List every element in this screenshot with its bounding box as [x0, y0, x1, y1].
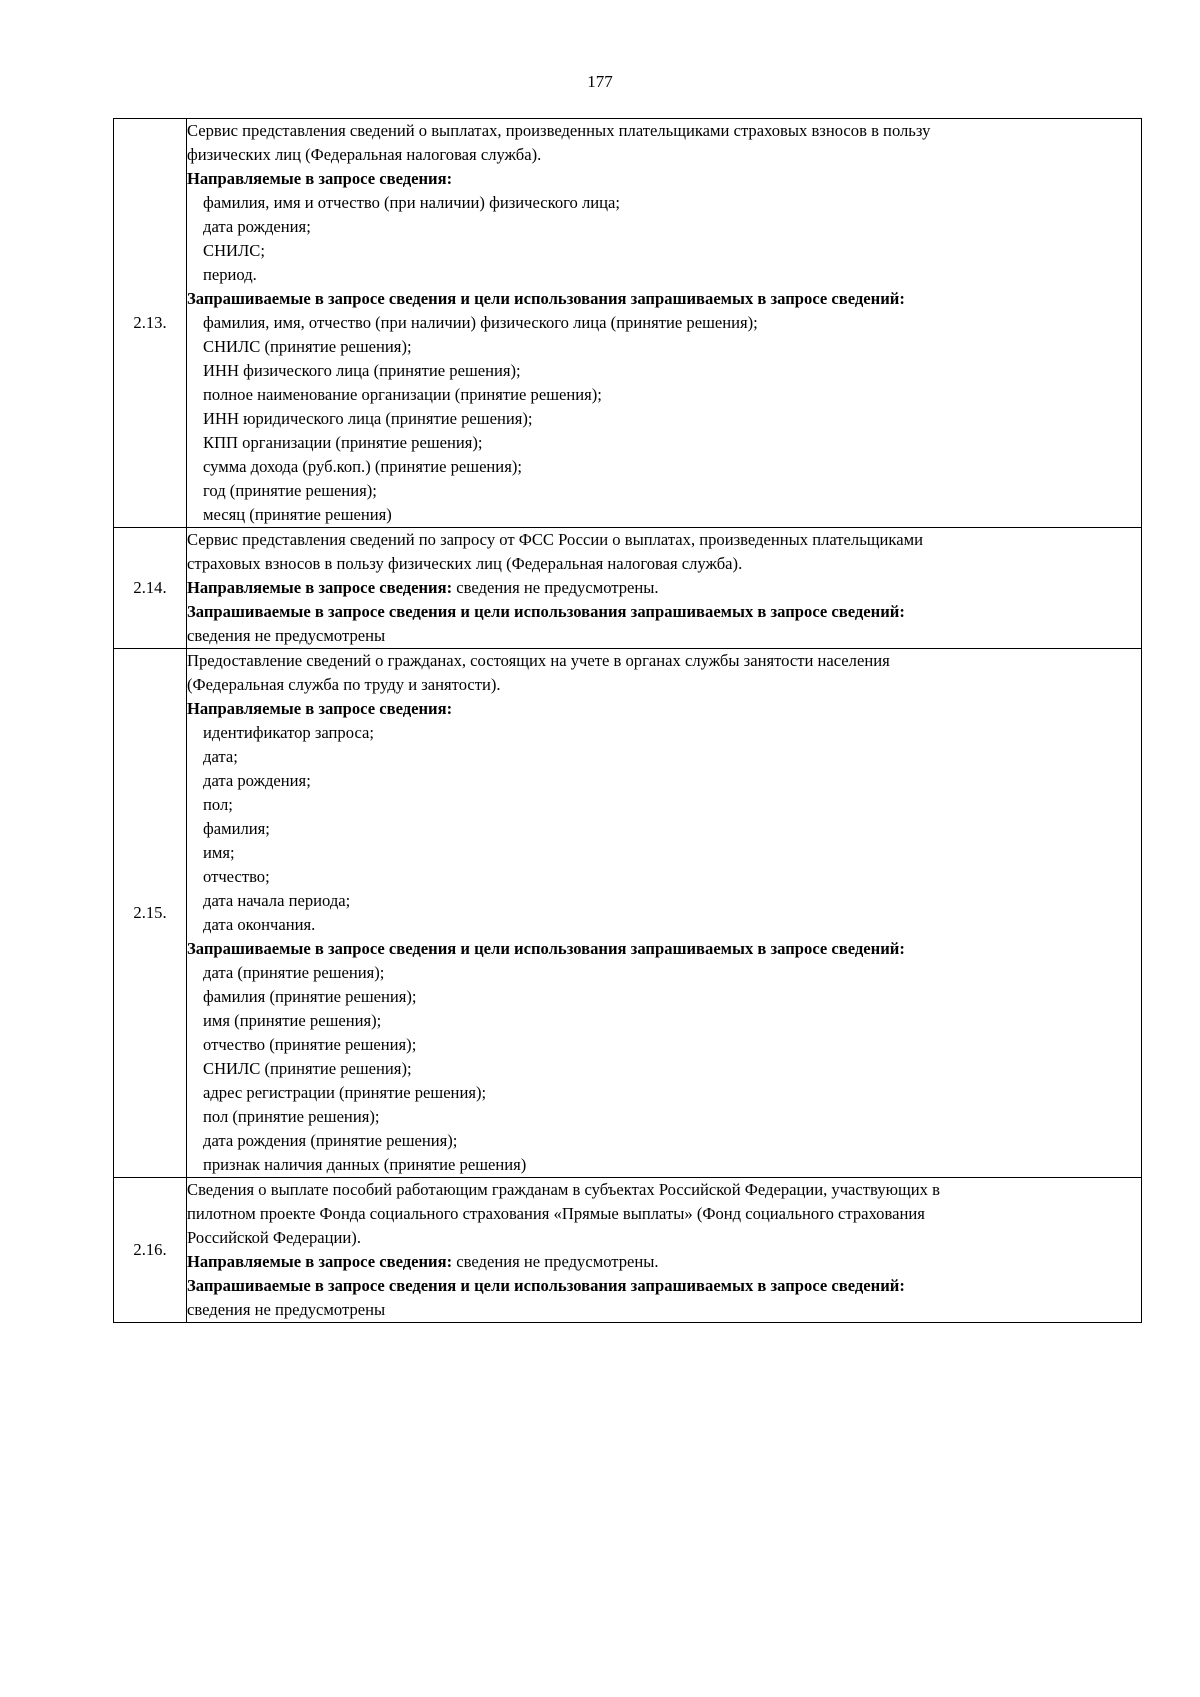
list-item: отчество (принятие решения); [203, 1035, 417, 1054]
list-item: идентификатор запроса; [203, 723, 374, 742]
list-item: КПП организации (принятие решения); [203, 433, 483, 452]
list-item: период. [203, 265, 257, 284]
section-heading-line [187, 1250, 1141, 1274]
list-item: СНИЛС; [203, 241, 265, 260]
description-line: физических лиц (Федеральная налоговая служба). [187, 145, 542, 164]
section-value: сведения не предусмотрены. [452, 578, 659, 597]
description-line: Сервис представления сведений о выплатах, произведенных плательщиками страховых взносов в пользу [187, 121, 931, 140]
table-row [114, 528, 1142, 649]
description-line: Российской Федерации). [187, 1228, 361, 1247]
list-item: полное наименование организации (принятие решения); [203, 385, 602, 404]
section-heading-line [187, 697, 1141, 721]
list-item: фамилия, имя, отчество (при наличии) физического лица (принятие решения); [203, 313, 758, 332]
description-line: (Федеральная служба по труду и занятости). [187, 675, 501, 694]
list-item: фамилия (принятие решения); [203, 987, 417, 1006]
section-heading: Запрашиваемые в запросе сведения и цели использования запрашиваемых в запросе сведений: [187, 602, 905, 621]
list-item: дата рождения; [203, 217, 311, 236]
section-heading: Запрашиваемые в запросе сведения и цели использования запрашиваемых в запросе сведений: [187, 289, 905, 308]
list-item: фамилия, имя и отчество (при наличии) физического лица; [203, 193, 621, 212]
list-item: дата рождения; [203, 771, 311, 790]
section-heading: Направляемые в запросе сведения: [187, 699, 453, 718]
list-item: дата окончания. [203, 915, 316, 934]
list-item: год (принятие решения); [203, 481, 377, 500]
row-content [187, 649, 1142, 1178]
description-line: Сведения о выплате пособий работающим гражданам в субъектах Российской Федерации, участвующих в [187, 1180, 940, 1199]
section-heading-line [187, 937, 1141, 961]
list-item: СНИЛС (принятие решения); [203, 337, 412, 356]
section-heading: Запрашиваемые в запросе сведения и цели использования запрашиваемых в запросе сведений: [187, 939, 905, 958]
list-item: дата; [203, 747, 238, 766]
list-item: пол (принятие решения); [203, 1107, 380, 1126]
list-item: пол; [203, 795, 233, 814]
services-table-body [114, 119, 1142, 1323]
list-item: имя (принятие решения); [203, 1011, 382, 1030]
description-line: Предоставление сведений о гражданах, состоящих на учете в органах службы занятости населения [187, 651, 890, 670]
row-content [187, 119, 1142, 528]
description-line: сведения не предусмотрены [187, 1300, 386, 1319]
list-item: ИНН физического лица (принятие решения); [203, 361, 521, 380]
list-item: ИНН юридического лица (принятие решения); [203, 409, 533, 428]
list-item: имя; [203, 843, 235, 862]
list-item: СНИЛС (принятие решения); [203, 1059, 412, 1078]
section-value: сведения не предусмотрены. [452, 1252, 659, 1271]
row-number: 2.14. [114, 528, 187, 649]
row-number: 2.16. [114, 1178, 187, 1323]
description-line: пилотном проекте Фонда социального страхования «Прямые выплаты» (Фонд социального страхования [187, 1204, 925, 1223]
section-heading-line [187, 600, 1141, 624]
list-item: месяц (принятие решения) [203, 505, 392, 524]
section-heading-line [187, 1274, 1141, 1298]
description-line: страховых взносов в пользу физических лиц (Федеральная налоговая служба). [187, 554, 743, 573]
section-heading: Направляемые в запросе сведения: [187, 1252, 453, 1271]
section-heading-line [187, 167, 1141, 191]
description-line: сведения не предусмотрены [187, 626, 386, 645]
list-item: дата начала периода; [203, 891, 351, 910]
list-item: отчество; [203, 867, 270, 886]
list-item: сумма дохода (руб.коп.) (принятие решения); [203, 457, 522, 476]
list-item: дата рождения (принятие решения); [203, 1131, 458, 1150]
list-item: фамилия; [203, 819, 270, 838]
list-item: адрес регистрации (принятие решения); [203, 1083, 487, 1102]
section-heading-line [187, 287, 1141, 311]
section-heading: Направляемые в запросе сведения: [187, 578, 453, 597]
services-table [113, 118, 1142, 1323]
page-number: 177 [587, 72, 613, 91]
row-number: 2.13. [114, 119, 187, 528]
section-heading-line [187, 576, 1141, 600]
table-row [114, 1178, 1142, 1323]
section-heading: Направляемые в запросе сведения: [187, 169, 453, 188]
list-item: дата (принятие решения); [203, 963, 385, 982]
row-content [187, 1178, 1142, 1323]
table-row [114, 649, 1142, 1178]
list-item: признак наличия данных (принятие решения) [203, 1155, 527, 1174]
description-line: Сервис представления сведений по запросу от ФСС России о выплатах, произведенных плательщиками [187, 530, 923, 549]
section-heading: Запрашиваемые в запросе сведения и цели использования запрашиваемых в запросе сведений: [187, 1276, 905, 1295]
table-row [114, 119, 1142, 528]
row-number: 2.15. [114, 649, 187, 1178]
row-content [187, 528, 1142, 649]
